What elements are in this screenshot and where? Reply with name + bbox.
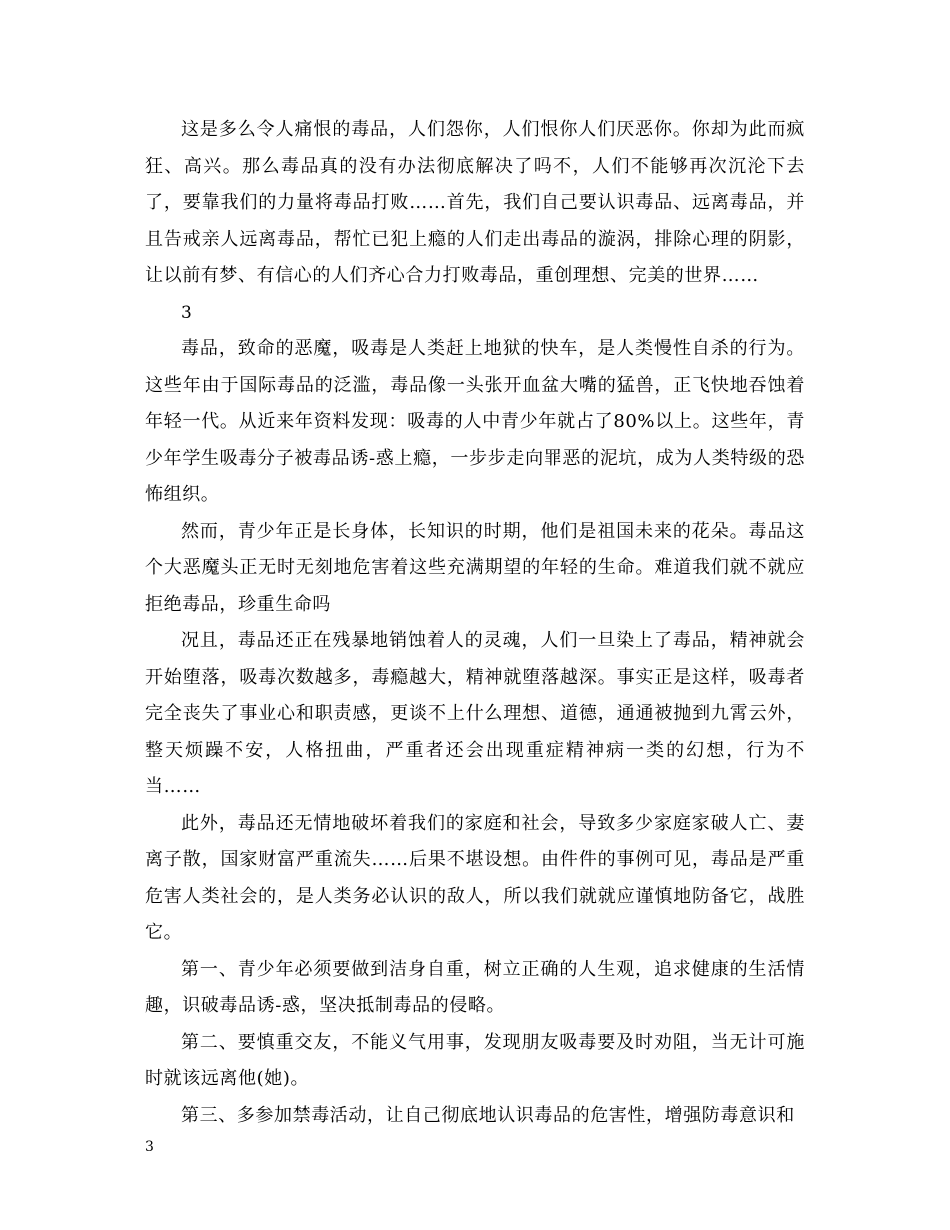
paragraph: 况且，毒品还正在残暴地销蚀着人的灵魂，人们一旦染上了毒品，精神就会开始堕落，吸毒次数越多，毒瘾越大，精神就堕落越深。事实正是这样，吸毒者完全丧失了事业心和职责感，更谈不上什么理想、道德，通通被抛到九霄云外，整天烦躁不安，人格扭曲，严重者还会出现重症精神病一类的幻想，行为不当…… (145, 630, 805, 797)
paragraph: 第三、多参加禁毒活动，让自己彻底地认识毒品的危害性，增强防毒意识和 (181, 1104, 795, 1126)
paragraph: 这是多么令人痛恨的毒品，人们怨你，人们恨你人们厌恶你。你却为此而疯狂、高兴。那么毒品真的没有办法彻底解决了吗不，人们不能够再次沉沦下去了，要靠我们的力量将毒品打败……首先，我们自己要认识毒品、远离毒品，并且告戒亲人远离毒品，帮忙已犯上瘾的人们走出毒品的漩涡，排除心理的阴影，让以前有梦、有信心的人们齐心合力打败毒品，重创理想、完美的世界…… (145, 119, 805, 286)
paragraph: 毒品，致命的恶魔，吸毒是人类赶上地狱的快车，是人类慢性自杀的行为。这些年由于国际毒品的泛滥，毒品像一头张开血盆大嘴的猛兽，正飞快地吞蚀着年轻一代。从近来年资料发现：吸毒的人中青少年就占了80%以上。这些年，青少年学生吸毒分子被毒品诱-惑上瘾，一步步走向罪恶的泥坑，成为人类特级的恐怖组织。 (145, 338, 805, 505)
section-number: 3 (181, 302, 192, 323)
page-number: 3 (145, 1139, 154, 1155)
document-body (145, 112, 805, 1134)
paragraph: 此外，毒品还无情地破坏着我们的家庭和社会，导致多少家庭家破人亡、妻离子散，国家财富严重流失……后果不堪设想。由件件的事例可见，毒品是严重危害人类社会的，是人类务必认识的敌人，所以我们就就应谨慎地防备它，战胜它。 (145, 812, 805, 943)
paragraph: 然而，青少年正是长身体，长知识的时期，他们是祖国未来的花朵。毒品这个大恶魔头正无时无刻地危害着这些充满期望的年轻的生命。难道我们就不就应拒绝毒品，珍重生命吗 (145, 520, 805, 615)
paragraph: 第二、要慎重交友，不能义气用事，发现朋友吸毒要及时劝阻，当无计可施时就该远离他(她)。 (145, 1031, 805, 1089)
paragraph: 第一、青少年必须要做到洁身自重，树立正确的人生观，追求健康的生活情趣，识破毒品诱-惑，坚决抵制毒品的侵略。 (145, 958, 805, 1016)
